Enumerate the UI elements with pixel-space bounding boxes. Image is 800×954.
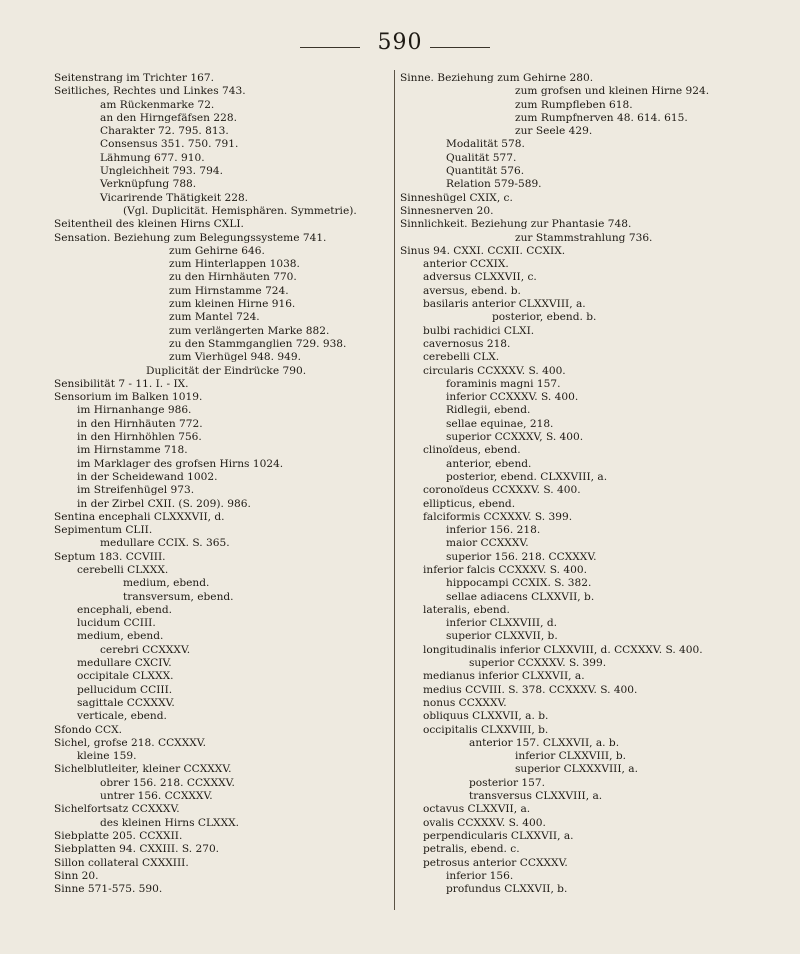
index-entry: lateralis, ebend. <box>423 603 510 616</box>
index-entry: inferior CLXXVIII, d. <box>446 617 557 630</box>
index-entry: transversus CLXXVIII, a. <box>469 790 603 803</box>
left-column <box>54 72 394 896</box>
index-entry: occipitalis CLXXVIII, b. <box>423 723 549 736</box>
index-entry: Modalität 578. <box>446 138 525 151</box>
index-entry: cerebelli CLXXX. <box>77 563 169 576</box>
index-entry: kleine 159. <box>77 750 137 763</box>
right-column <box>400 72 795 896</box>
index-entry: petralis, ebend. c. <box>423 843 520 856</box>
index-entry: clinoïdeus, ebend. <box>423 444 521 457</box>
index-entry: zum Mantel 724. <box>169 311 260 324</box>
index-entry: zu den Stammganglien 729. 938. <box>169 337 347 350</box>
index-entry: Sinneshügel CXIX, c. <box>400 191 513 204</box>
index-entry: medianus inferior CLXXVII, a. <box>423 670 585 683</box>
index-entry: Sentina encephali CLXXXVII, d. <box>54 510 225 523</box>
index-entry: lucidum CCIII. <box>77 617 156 630</box>
index-entry: superior 156. 218. CCXXXV. <box>446 550 597 563</box>
index-entry: Relation 579-589. <box>446 178 542 191</box>
index-entry: Sfondo CCX. <box>54 723 123 736</box>
index-entry: petrosus anterior CCXXXV. <box>423 856 568 869</box>
index-entry: Duplicität der Eindrücke 790. <box>146 364 307 377</box>
index-entry: superior CCXXXV. S. 399. <box>469 657 607 670</box>
index-entry: Sensorium im Balken 1019. <box>54 391 203 404</box>
index-entry: Ridlegii, ebend. <box>446 404 531 417</box>
index-entry: Charakter 72. 795. 813. <box>100 125 229 138</box>
index-entry: Consensus 351. 750. 791. <box>100 138 239 151</box>
index-entry: medium, ebend. <box>123 577 210 590</box>
index-entry: sagittale CCXXXV. <box>77 696 175 709</box>
index-entry: medium, ebend. <box>77 630 164 643</box>
index-entry: zum verlängerten Marke 882. <box>169 324 330 337</box>
index-entry: ovalis CCXXXV. S. 400. <box>423 816 546 829</box>
header-rule-right <box>430 47 490 48</box>
index-entry: im Streifenhügel 973. <box>77 484 195 497</box>
index-entry: in den Hirnhöhlen 756. <box>77 431 202 444</box>
index-entry: inferior 156. 218. <box>446 524 541 537</box>
index-entry: profundus CLXXVII, b. <box>446 883 568 896</box>
index-entry: Sinne 571-575. 590. <box>54 883 163 896</box>
index-entry: Seitentheil des kleinen Hirns CXLI. <box>54 218 244 231</box>
index-entry: in den Hirnhäuten 772. <box>77 417 203 430</box>
index-entry: superior CCXXXV, S. 400. <box>446 431 584 444</box>
index-entry: zum Hirnstamme 724. <box>169 284 289 297</box>
index-entry: sellae equinae, 218. <box>446 417 554 430</box>
index-entry: medius CCVIII. S. 378. CCXXXV. S. 400. <box>423 683 638 696</box>
index-entry: posterior, ebend. b. <box>492 311 597 324</box>
index-entry: Sinnesnerven 20. <box>400 204 494 217</box>
index-entry: zur Seele 429. <box>515 125 593 138</box>
index-entry: zur Stammstrahlung 736. <box>515 231 653 244</box>
index-entry: zum Gehirne 646. <box>169 244 265 257</box>
index-entry: Seitenstrang im Trichter 167. <box>54 72 214 84</box>
index-entry: Sepimentum CLII. <box>54 524 153 537</box>
index-entry: Sichelblutleiter, kleiner CCXXXV. <box>54 763 232 776</box>
index-entry: sellae adiacens CLXXVII, b. <box>446 590 595 603</box>
index-entry: cerebelli CLX. <box>423 351 500 364</box>
index-entry: Sichel, grofse 218. CCXXXV. <box>54 736 206 749</box>
index-entry: medullare CCIX. S. 365. <box>100 537 230 550</box>
index-entry: zum Vierhügel 948. 949. <box>169 351 301 364</box>
column-divider <box>394 70 395 910</box>
index-entry: Septum 183. CCVIII. <box>54 550 166 563</box>
index-entry: im Hirnanhange 986. <box>77 404 192 417</box>
index-entry: Sensibilität 7 - 11. I. - IX. <box>54 377 189 390</box>
index-entry: Siebplatten 94. CXXIII. S. 270. <box>54 843 220 856</box>
index-entry: foraminis magni 157. <box>446 377 561 390</box>
index-entry: bulbi rachidici CLXI. <box>423 324 535 337</box>
index-entry: inferior 156. <box>446 869 514 882</box>
page-number: 590 <box>377 30 423 55</box>
index-entry: Sillon collateral CXXXIII. <box>54 856 189 869</box>
index-entry: posterior, ebend. CLXXVIII, a. <box>446 470 608 483</box>
index-entry: inferior falcis CCXXXV. S. 400. <box>423 563 587 576</box>
index-entry: des kleinen Hirns CLXXX. <box>100 816 240 829</box>
index-entry: nonus CCXXXV. <box>423 696 507 709</box>
index-entry: zum Hinterlappen 1038. <box>169 258 300 271</box>
index-entry: perpendicularis CLXXVII, a. <box>423 829 574 842</box>
index-entry: inferior CLXXVIII, b. <box>515 750 626 763</box>
index-entry: Seitliches, Rechtes und Linkes 743. <box>54 85 246 98</box>
index-entry: cerebri CCXXXV. <box>100 643 191 656</box>
index-entry: Ungleichheit 793. 794. <box>100 165 223 178</box>
index-entry: inferior CCXXXV. S. 400. <box>446 391 579 404</box>
index-entry: anterior CCXIX. <box>423 258 509 271</box>
index-entry: superior CLXXVII, b. <box>446 630 558 643</box>
index-entry: zu den Hirnhäuten 770. <box>169 271 297 284</box>
index-entry: an den Hirngefäfsen 228. <box>100 111 237 124</box>
index-entry: cavernosus 218. <box>423 337 511 350</box>
index-entry: im Hirnstamme 718. <box>77 444 188 457</box>
index-entry: occipitale CLXXX. <box>77 670 174 683</box>
index-entry: superior CLXXXVIII, a. <box>515 763 638 776</box>
index-entry: octavus CLXXVII, a. <box>423 803 531 816</box>
index-entry: adversus CLXXVII, c. <box>423 271 537 284</box>
index-entry: posterior 157. <box>469 776 545 789</box>
index-entry: aversus, ebend. b. <box>423 284 521 297</box>
index-entry: Siebplatte 205. CCXXII. <box>54 829 183 842</box>
index-entry: obrer 156. 218. CCXXXV. <box>100 776 235 789</box>
index-entry: Verknüpfung 788. <box>100 178 197 191</box>
index-entry: falciformis CCXXXV. S. 399. <box>423 510 573 523</box>
index-entry: zum grofsen und kleinen Hirne 924. <box>515 85 710 98</box>
index-entry: Sichelfortsatz CCXXXV. <box>54 803 180 816</box>
index-entry: Sensation. Beziehung zum Belegungssysteme 741. <box>54 231 327 244</box>
index-entry: verticale, ebend. <box>77 710 167 723</box>
index-entry: Quantität 576. <box>446 165 525 178</box>
index-entry: (Vgl. Duplicität. Hemisphären. Symmetrie). <box>123 204 357 217</box>
index-entry: encephali, ebend. <box>77 603 173 616</box>
index-entry: am Rückenmarke 72. <box>100 98 215 111</box>
index-entry: zum Rumpfnerven 48. 614. 615. <box>515 111 688 124</box>
index-entry: obliquus CLXXVII, a. b. <box>423 710 549 723</box>
index-entry: anterior 157. CLXXVII, a. b. <box>469 736 620 749</box>
index-entry: in der Zirbel CXII. (S. 209). 986. <box>77 497 251 510</box>
index-entry: Vicarirende Thätigkeit 228. <box>100 191 249 204</box>
index-entry: untrer 156. CCXXXV. <box>100 790 213 803</box>
index-entry: pellucidum CCIII. <box>77 683 173 696</box>
index-entry: transversum, ebend. <box>123 590 234 603</box>
index-entry: maior CCXXXV. <box>446 537 529 550</box>
index-entry: Sinn 20. <box>54 869 99 882</box>
index-entry: Sinus 94. CXXI. CCXII. CCXIX. <box>400 244 566 257</box>
index-entry: zum kleinen Hirne 916. <box>169 298 296 311</box>
index-entry: Qualität 577. <box>446 151 517 164</box>
index-entry: hippocampi CCXIX. S. 382. <box>446 577 592 590</box>
index-entry: coronoïdeus CCXXXV. S. 400. <box>423 484 581 497</box>
index-entry: longitudinalis inferior CLXXVIII, d. CCXXXV. S. 400. <box>423 643 703 656</box>
index-entry: basilaris anterior CLXXVIII, a. <box>423 298 586 311</box>
index-entry: Sinnlichkeit. Beziehung zur Phantasie 748. <box>400 218 632 231</box>
index-entry: in der Scheidewand 1002. <box>77 470 218 483</box>
index-entry: anterior, ebend. <box>446 457 532 470</box>
index-entry: Lähmung 677. 910. <box>100 151 205 164</box>
index-entry: Sinne. Beziehung zum Gehirne 280. <box>400 72 594 84</box>
index-entry: im Marklager des grofsen Hirns 1024. <box>77 457 284 470</box>
index-entry: circularis CCXXXV. S. 400. <box>423 364 566 377</box>
index-entry: zum Rumpfleben 618. <box>515 98 633 111</box>
index-entry: ellipticus, ebend. <box>423 497 516 510</box>
index-entry: medullare CXCIV. <box>77 657 172 670</box>
